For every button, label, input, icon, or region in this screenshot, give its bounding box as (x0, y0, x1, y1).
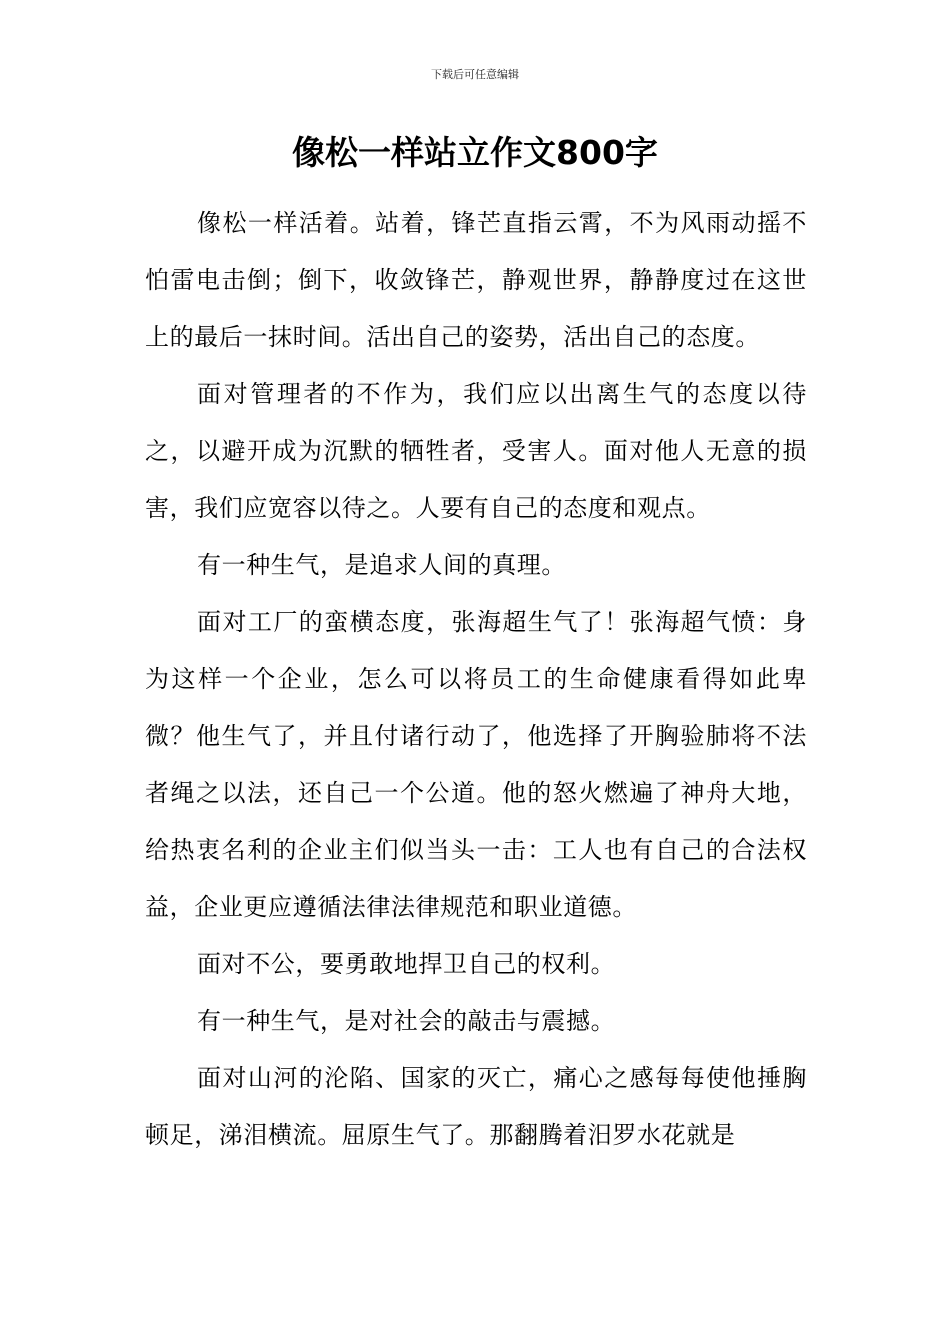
paragraph: 面对工厂的蛮横态度，张海超生气了！张海超气愤：身为这样一个企业，怎么可以将员工的生命健康看得如此卑微？他生气了，并且付诸行动了，他选择了开胸验肺将不法者绳之以法，还自己一个公道。他的怒火燃遍了神舟大地，给热衷名利的企业主们似当头一击：工人也有自己的合法权益，企业更应遵循法律法律规范和职业道德。 (145, 608, 807, 921)
paragraph: 面对不公，要勇敢地捍卫自己的权利。 (197, 950, 616, 978)
paragraph: 有一种生气，是追求人间的真理。 (197, 551, 566, 579)
paragraph: 有一种生气，是对社会的敲击与震撼。 (197, 1007, 616, 1035)
paragraph: 面对管理者的不作为，我们应以出离生气的态度以待之，以避开成为沉默的牺牲者，受害人。面对他人无意的损害，我们应宽容以待之。人要有自己的态度和观点。 (145, 380, 807, 522)
paragraph: 像松一样活着。站着，锋芒直指云霄，不为风雨动摇不怕雷电击倒；倒下，收敛锋芒，静观世界，静静度过在这世上的最后一抹时间。活出自己的姿势，活出自己的态度。 (145, 209, 807, 351)
paragraph: 面对山河的沦陷、国家的灭亡，痛心之感每每使他捶胸顿足，涕泪横流。屈原生气了。那翻腾着汨罗水花就是 (145, 1064, 807, 1149)
document-title: 像松一样站立作文800字 (292, 133, 658, 172)
header-note: 下载后可任意编辑 (431, 68, 519, 81)
document-body (145, 195, 807, 1164)
